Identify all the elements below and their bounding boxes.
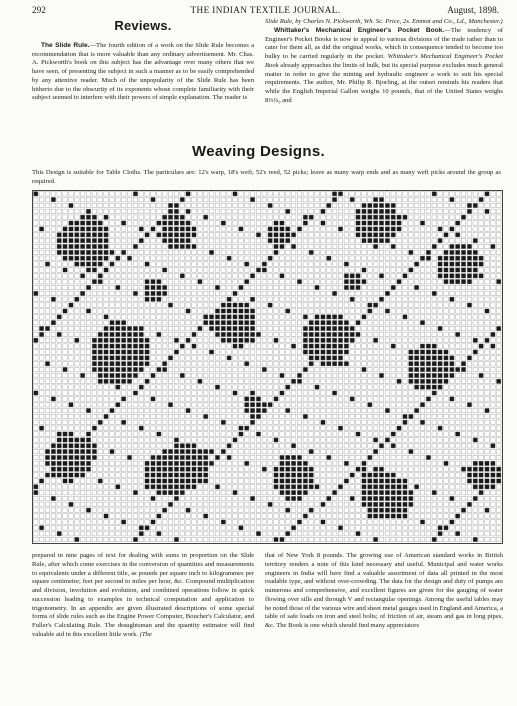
bottom-right-column	[265, 552, 503, 631]
bottom-left-text: prepared in nine pages of text for dealing with sums in proportion on the Slide Rule, after which come exercises in the conversion of quantities and measurements to equivalents under a different title, as pounds per square inch to kilogrammes per square centimetre; feet per second to miles per hour, &c. Compound multiplication and division, involution and evolution, and combined operations follow in quick succession leading to examples in technical computation and application to trigonometry. In an appendix are given illustrated descriptions of some special forms of slide rules such as the Engine Power Computer, Boucher's Calculator, and Fuller's Calculating Rule. The draughtsman and the quantity estimator will find valuable aid in this excellent little work.	[32, 552, 254, 638]
slide-rule-text: —The fourth edition of a work on the Slide Rule becomes a recommendation that is more valuable than any ordinary advertisement. Mr. Chas. A. Pickworth's book on this subject has the advantage over many others that we have seen, of presenting the subject in such a manner as to be easily comprehended by any attentive reader. Much of the unpopularity of the Slide Rule has been hitherto due to the obscurity of its exponents whose complete familiarity with their subject seemed to interfere with their powers of simple explanation. The reader is	[32, 41, 254, 102]
bottom-left-trailing: (The	[139, 630, 152, 638]
running-head	[32, 5, 499, 17]
slide-rule-paragraph	[32, 42, 254, 103]
weaving-intro: This Design is suitable for Table Cloths. The particulars are: 12's warp, 18's weft, 52's reed, 52 picks; leave as many warp ends and as many weft picks around the group as required.	[32, 169, 501, 185]
reviews-heading: Reviews.	[114, 18, 172, 33]
whittaker-italic: Whittaker's Mechanical Engineer's Pocket Book	[265, 53, 503, 69]
bottom-right-paragraph: that of New York 8 pounds. The growing use of American standard works in British territory renders a note of this kind necessary and useful. Municipal and water works engineers in India will here find a valuable assortment of data all printed in the most readable type, and without over-crowding. The data for the design and duty of pumps are numerous and comprehensive, and excellent figures are given for the gauging of water flowing over sills and through V and rectangular openings. Among the useful tables may be noted those of the various wire and sheet metal gauges used in England and America, a table of safe loads on iron and steel bolts; of friction of air, steam and gas in long pipes, &c. The Book is one which should find many appreciators	[265, 552, 503, 629]
bottom-left-column	[32, 552, 254, 640]
journal-title: THE INDIAN TEXTILE JOURNAL.	[190, 5, 341, 15]
weaving-heading: Weaving Designs.	[192, 143, 325, 160]
weave-pattern-grid	[33, 191, 502, 543]
citation-text: Slide Rule, by Charles N. Pickworth, Wh. Sc. Price, 2s. Emmot and Co., Ld., Manchester.)	[265, 18, 503, 25]
slide-rule-title: The Slide Rule.	[41, 41, 90, 49]
whittaker-text-b: already approaches the limits of bulk, but its special purpose excludes much general matter in order to give the mining and hydraulic engineer a work to suit his special requirements. The author, Mr. Philip R. Bjorling, at the outset reminds his readers that while the English Imperial Gallon weighs 10 pounds, that of the United States weighs 8⅓⅓₀ and	[265, 61, 503, 104]
whittaker-title: Whittaker's Mechanical Engineer's Pocket Book.	[274, 26, 445, 34]
whittaker-text-a: —The tendency of Engineer's Pocket Books is now to appeal to various divisions of the trade rather than to cater for them all, as did the original works, which in consequence tended to become too bulky to be carried regularly in the pocket.	[265, 26, 503, 60]
whittaker-paragraph	[265, 27, 503, 106]
weave-design-pattern	[32, 190, 503, 544]
citation	[265, 18, 503, 27]
reviews-left-column	[32, 18, 254, 103]
issue-date: August, 1898.	[447, 5, 499, 15]
bottom-left-paragraph	[32, 552, 254, 640]
page-number: 292	[32, 5, 46, 15]
reviews-right-column	[265, 18, 503, 106]
